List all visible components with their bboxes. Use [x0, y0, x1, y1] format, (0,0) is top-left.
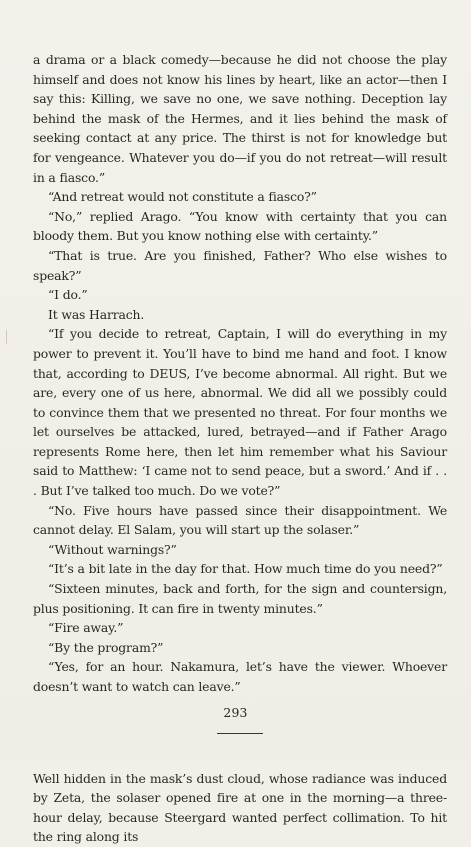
body-text: [33, 50, 447, 847]
paragraph: “That is true. Are you finished, Father? Who else wishes to speak?”: [33, 247, 447, 283]
narrative-section: [33, 769, 447, 847]
paragraph: “It’s a bit late in the day for that. How much time do you need?”: [48, 561, 443, 577]
paragraph: “Fire away.”: [48, 620, 124, 636]
paragraph: “Sixteen minutes, back and forth, for the sign and countersign, plus positioning. It can fire in twenty minutes.”: [33, 581, 447, 616]
dialogue-section: [33, 50, 447, 697]
paragraph: “If you decide to retreat, Captain, I will do everything in my power to prevent it. You’ll have to bind me hand and foot. I know that, according to DEUS, I’ve become abnormal. All right. But we are, every one of us here, abnormal. We did all we possibly could to convince them that we presented no threat. For four months we let ourselves be attacked, lured, betrayed—and if Father Arago represents Rome here, then let him remember what his Saviour said to Matthew: ‘I came not to send peace, but a sword.’ And if . . . But I’ve talked too much. Do we vote?”: [33, 326, 447, 499]
page-number: 293: [223, 705, 248, 720]
paragraph: “Without warnings?”: [48, 541, 177, 557]
paragraph: “No,” replied Arago. “You know with certainty that you can bloody them. But you know nothing else with certainty.”: [33, 208, 447, 244]
section-break-rule: [217, 733, 263, 734]
paragraph: “I do.”: [48, 287, 88, 303]
paragraph: a drama or a black comedy—because he did not choose the play himself and does not know his lines by heart, like an actor—then I say this: Killing, we save no one, we save nothing. Deception lay behind the mask of the Hermes, and it lies behind the mask of seeking contact at any price. The thirst is not for knowledge but for vengeance. Whatever you do—if you do not retreat—will result in a fiasco.”: [33, 52, 447, 185]
page-edge-mark: [6, 330, 7, 344]
paragraph: “Yes, for an hour. Nakamura, let’s have the viewer. Whoever doesn’t want to watch can leave.”: [33, 659, 447, 694]
paragraph: “And retreat would not constitute a fiasco?”: [48, 189, 317, 205]
paragraph: “By the program?”: [48, 639, 164, 655]
paragraph: It was Harrach.: [48, 306, 145, 322]
paragraph: “No. Five hours have passed since their disappointment. We cannot delay. El Salam, you will start up the solaser.”: [33, 502, 447, 538]
paragraph: Well hidden in the mask’s dust cloud, whose radiance was induced by Zeta, the solaser opened fire at one in the morning—a three-hour delay, because Steergard wanted perfect collimation. To hit the ring along its: [33, 770, 447, 845]
